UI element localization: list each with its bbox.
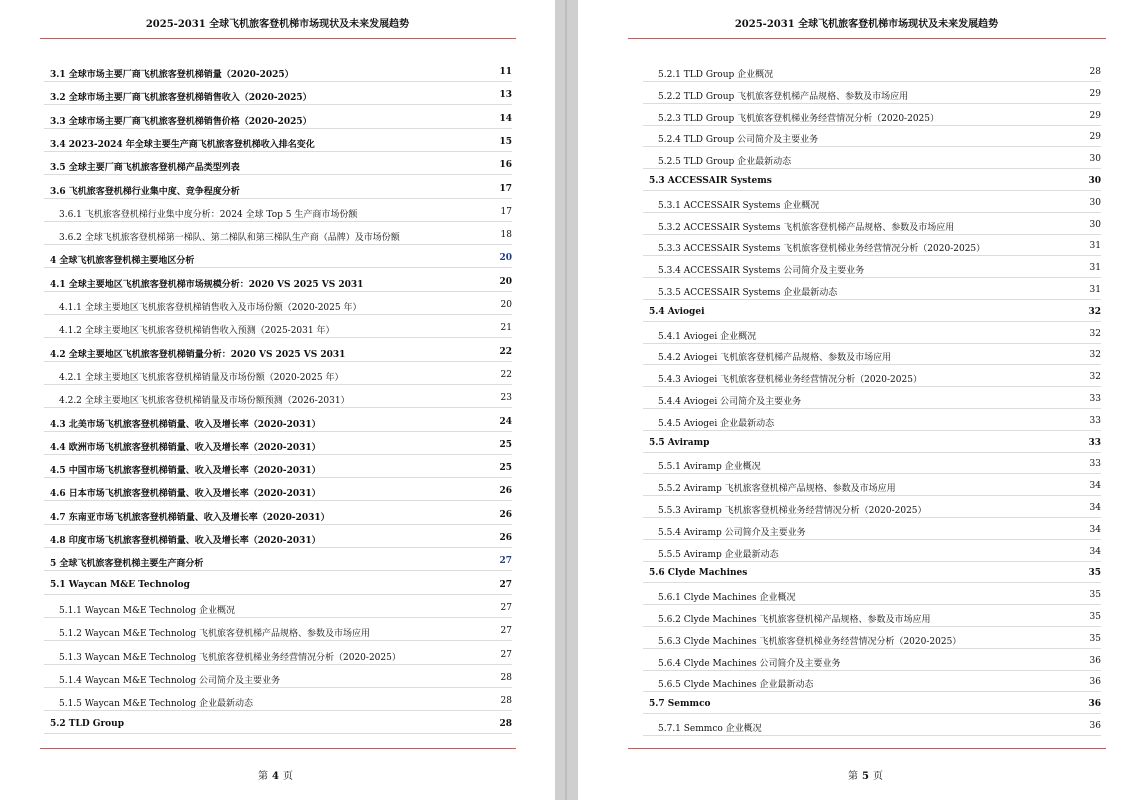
- toc-entry-title: 5.6.2 Clyde Machines 飞机旅客登机梯产品规格、参数及市场应用: [658, 615, 931, 625]
- toc-entry[interactable]: [658, 481, 1101, 494]
- toc-entry-underline: [44, 384, 512, 385]
- toc-entry-underline: [643, 408, 1101, 409]
- toc-entry-page-number: 29: [1089, 88, 1101, 99]
- toc-entry[interactable]: [658, 285, 1101, 298]
- toc-entry-page-number: 11: [499, 67, 512, 77]
- toc-entry[interactable]: [50, 510, 512, 523]
- toc-entry[interactable]: [658, 198, 1101, 211]
- toc-entry-title: 5.2.2 TLD Group 飞机旅客登机梯产品规格、参数及市场应用: [658, 91, 909, 102]
- toc-entry[interactable]: [59, 603, 512, 616]
- header-rule: [628, 38, 1106, 39]
- toc-entry[interactable]: [658, 241, 1101, 254]
- toc-entry-title: 5.3 ACCESSAIR Systems: [649, 176, 772, 186]
- toc-entry[interactable]: [658, 459, 1101, 472]
- toc-entry-title: 5.3.5 ACCESSAIR Systems 企业最新动态: [658, 288, 838, 298]
- toc-entry-title: 5.3.2 ACCESSAIR Systems 飞机旅客登机梯产品规格、参数及市场应用: [658, 222, 955, 233]
- toc-entry-underline: [643, 604, 1101, 605]
- toc-entry-underline: [643, 364, 1101, 365]
- toc-entry-underline: [643, 626, 1101, 627]
- toc-entry-title: 5.6 Clyde Machines: [649, 568, 748, 579]
- toc-entry-underline: [44, 81, 512, 82]
- header-rule: [40, 38, 516, 39]
- toc-entry-underline: [643, 190, 1101, 191]
- toc-entry-underline: [44, 524, 512, 525]
- toc-entry[interactable]: [658, 89, 1101, 102]
- toc-entry-title: 4.3 北美市场飞机旅客登机梯销量、收入及增长率（2020-2031）: [50, 419, 321, 430]
- toc-entry-underline: [643, 212, 1101, 213]
- toc-entry-page-number: 34: [1089, 503, 1101, 513]
- toc-entry-title: 5.4.2 Aviogei 飞机旅客登机梯产品规格、参数及市场应用: [658, 353, 892, 364]
- document-page-5: [578, 0, 1145, 800]
- page-footer: [258, 767, 293, 782]
- toc-entry[interactable]: [50, 114, 512, 127]
- toc-entry-page-number: 35: [1088, 568, 1101, 579]
- toc-entry[interactable]: [50, 347, 512, 360]
- toc-entry-underline: [643, 81, 1101, 82]
- toc-entry-underline: [44, 198, 512, 199]
- toc-entry-page-number: 32: [1089, 372, 1101, 383]
- toc-entry-underline: [44, 477, 512, 478]
- toc-entry[interactable]: [59, 300, 512, 313]
- toc-entry-underline: [44, 664, 512, 665]
- toc-entry-underline: [44, 733, 512, 734]
- footer-suffix: 页: [872, 771, 883, 782]
- footer-rule: [628, 748, 1106, 749]
- toc-entry-title: 4.2.2 全球主要地区飞机旅客登机梯销量及市场份额预测（2026-2031）: [59, 396, 350, 407]
- toc-entry-title: 4.2.1 全球主要地区飞机旅客登机梯销量及市场份额（2020-2025 年）: [59, 372, 344, 383]
- toc-entry-underline: [643, 234, 1101, 235]
- toc-entry-underline: [44, 407, 512, 408]
- toc-entry-page-number: 27: [499, 556, 512, 567]
- toc-entry-title: 4.1.2 全球主要地区飞机旅客登机梯销售收入预测（2025-2031 年）: [59, 326, 335, 337]
- toc-entry[interactable]: [50, 184, 512, 197]
- toc-entry-underline: [44, 151, 512, 152]
- toc-entry-underline: [44, 500, 512, 501]
- toc-entry-title: 5 全球飞机旅客登机梯主要生产商分析: [50, 559, 204, 570]
- toc-entry[interactable]: [658, 677, 1101, 690]
- page-header-title: 2025-2031 全球飞机旅客登机梯市场现状及未来发展趋势: [145, 19, 410, 30]
- toc-entry-underline: [643, 430, 1101, 431]
- toc-entry[interactable]: [50, 486, 512, 499]
- toc-entry-title: 5.5.5 Aviramp 企业最新动态: [658, 549, 779, 560]
- toc-entry-title: 5.3.3 ACCESSAIR Systems 飞机旅客登机梯业务经营情况分析（2020-2025）: [658, 244, 986, 255]
- toc-entry-page-number: 36: [1089, 721, 1101, 731]
- toc-entry[interactable]: [50, 137, 512, 150]
- toc-entry[interactable]: [658, 525, 1101, 538]
- toc-entry-title: 5.1.1 Waycan M&E Technolog 企业概况: [59, 605, 236, 616]
- toc-entry-page-number: 18: [500, 230, 512, 241]
- toc-entry-title: 5.6.5 Clyde Machines 企业最新动态: [658, 680, 814, 691]
- toc-entry-underline: [44, 570, 512, 571]
- toc-entry-underline: [643, 452, 1101, 453]
- toc-entry-page-number: 17: [500, 206, 512, 217]
- toc-entry-page-number: 26: [499, 533, 512, 543]
- toc-entry[interactable]: [59, 650, 512, 663]
- toc-entry-page-number: 30: [1089, 197, 1101, 208]
- toc-entry-title: 5.6.1 Clyde Machines 企业概况: [658, 593, 796, 604]
- toc-entry-underline: [44, 454, 512, 455]
- toc-entry-page-number: 21: [500, 323, 512, 334]
- toc-entry-title: 5.1 Waycan M&E Technolog: [50, 579, 190, 590]
- toc-entry-page-number: 31: [1089, 263, 1101, 274]
- toc-entry-title: 5.3.1 ACCESSAIR Systems 企业概况: [658, 200, 820, 211]
- toc-entry-underline: [643, 670, 1101, 671]
- page-divider: [565, 0, 567, 800]
- toc-entry-page-number: 35: [1089, 612, 1101, 622]
- toc-entry[interactable]: [50, 90, 512, 103]
- toc-entry-page-number: 31: [1089, 285, 1101, 295]
- document-page-4: [0, 0, 555, 800]
- toc-entry-page-number: 23: [500, 393, 512, 404]
- toc-entry-page-number: 22: [499, 346, 512, 357]
- toc-entry-underline: [44, 640, 512, 641]
- toc-entry-underline: [643, 648, 1101, 649]
- toc-entry-title: 3.6 飞机旅客登机梯行业集中度、竞争程度分析: [50, 186, 240, 197]
- toc-entry[interactable]: [50, 160, 512, 173]
- toc-entry[interactable]: [50, 719, 512, 729]
- toc-entry[interactable]: [658, 350, 1101, 363]
- toc-entry[interactable]: [658, 656, 1101, 669]
- toc-entry-page-number: 36: [1089, 655, 1101, 666]
- toc-entry-page-number: 36: [1088, 699, 1101, 710]
- toc-entry-title: 3.4 2023-2024 年全球主要生产商飞机旅客登机梯收入排名变化: [50, 139, 315, 150]
- toc-entry-title: 5.5.3 Aviramp 飞机旅客登机梯业务经营情况分析（2020-2025）: [658, 506, 927, 516]
- toc-entry-page-number: 34: [1089, 481, 1101, 492]
- toc-entry[interactable]: [59, 370, 512, 383]
- toc-entry[interactable]: [658, 329, 1101, 342]
- toc-entry-page-number: 36: [1089, 677, 1101, 688]
- toc-entry-title: 3.6.2 全球飞机旅客登机梯第一梯队、第二梯队和第三梯队生产商（品牌）及市场份额: [59, 233, 400, 244]
- toc-entry[interactable]: [50, 253, 512, 266]
- footer-prefix: 第: [848, 771, 858, 782]
- toc-entry-underline: [44, 710, 512, 711]
- toc-entry[interactable]: [649, 568, 1101, 578]
- toc-entry-title: 5.1.2 Waycan M&E Technolog 飞机旅客登机梯产品规格、参数及市场应用: [59, 629, 371, 640]
- toc-entry-title: 4.4 欧洲市场飞机旅客登机梯销量、收入及增长率（2020-2031）: [50, 442, 321, 453]
- toc-entry-page-number: 30: [1089, 219, 1101, 230]
- toc-entry-underline: [643, 517, 1101, 518]
- footer-suffix: 页: [282, 771, 293, 782]
- toc-entry[interactable]: [59, 673, 512, 686]
- toc-entry-page-number: 35: [1089, 633, 1101, 644]
- toc-entry-underline: [44, 128, 512, 129]
- toc-entry-underline: [643, 168, 1101, 169]
- toc-entry-underline: [643, 495, 1101, 496]
- toc-entry-page-number: 29: [1089, 110, 1101, 121]
- toc-entry-page-number: 26: [499, 509, 512, 520]
- toc-entry-title: 5.5.4 Aviramp 公司简介及主要业务: [658, 527, 806, 538]
- toc-entry[interactable]: [649, 699, 1101, 709]
- footer-rule: [40, 748, 516, 749]
- toc-entry-title: 5.2.4 TLD Group 公司简介及主要业务: [658, 135, 819, 146]
- toc-entry[interactable]: [50, 556, 512, 569]
- toc-entry-page-number: 25: [499, 439, 512, 450]
- toc-entry-page-number: 29: [1089, 132, 1101, 143]
- toc-entry-page-number: 33: [1088, 437, 1101, 448]
- page-footer: [848, 767, 883, 782]
- toc-entry-underline: [643, 691, 1101, 692]
- toc-entry-underline: [44, 291, 512, 292]
- toc-entry-title: 5.5 Aviramp: [649, 437, 710, 448]
- toc-entry[interactable]: [50, 463, 512, 476]
- toc-entry[interactable]: [658, 111, 1101, 124]
- toc-entry-title: 3.1 全球市场主要厂商飞机旅客登机梯销量（2020-2025）: [50, 70, 294, 80]
- toc-entry-title: 3.3 全球市场主要厂商飞机旅客登机梯销售价格（2020-2025）: [50, 116, 312, 127]
- toc-entry-page-number: 25: [499, 463, 512, 474]
- toc-entry-page-number: 24: [499, 416, 512, 427]
- toc-entry-underline: [44, 267, 512, 268]
- toc-entry-title: 4.5 中国市场飞机旅客登机梯销量、收入及增长率（2020-2031）: [50, 466, 321, 477]
- toc-entry[interactable]: [50, 533, 512, 546]
- toc-entry-page-number: 34: [1089, 546, 1101, 557]
- toc-entry-underline: [643, 103, 1101, 104]
- toc-entry[interactable]: [658, 154, 1101, 167]
- toc-entry-title: 3.2 全球市场主要厂商飞机旅客登机梯销售收入（2020-2025）: [50, 93, 312, 104]
- toc-entry[interactable]: [59, 207, 512, 220]
- toc-entry[interactable]: [658, 67, 1101, 80]
- toc-entry-page-number: 27: [500, 602, 512, 613]
- toc-entry-underline: [643, 321, 1101, 322]
- toc-entry-title: 4.1 全球主要地区飞机旅客登机梯市场规模分析：2020 VS 2025 VS 2031: [50, 279, 364, 290]
- toc-entry[interactable]: [658, 372, 1101, 385]
- page-header-title: 2025-2031 全球飞机旅客登机梯市场现状及未来发展趋势: [734, 19, 999, 30]
- toc-entry[interactable]: [59, 230, 512, 243]
- toc-entry-underline: [643, 539, 1101, 540]
- toc-entry-page-number: 32: [1089, 328, 1101, 339]
- toc-entry-title: 5.4.5 Aviogei 企业最新动态: [658, 418, 775, 429]
- toc-entry[interactable]: [658, 220, 1101, 233]
- toc-entry-underline: [643, 343, 1101, 344]
- toc-entry-underline: [643, 146, 1101, 147]
- toc-entry[interactable]: [658, 263, 1101, 276]
- toc-entry-page-number: 20: [500, 300, 512, 310]
- toc-entry-title: 4.6 日本市场飞机旅客登机梯销量、收入及增长率（2020-2031）: [50, 489, 321, 500]
- toc-entry[interactable]: [658, 503, 1101, 516]
- toc-entry[interactable]: [658, 590, 1101, 603]
- toc-entry-page-number: 34: [1089, 524, 1101, 535]
- toc-entry[interactable]: [658, 634, 1101, 647]
- toc-entry-underline: [44, 594, 512, 595]
- toc-entry-title: 5.1.4 Waycan M&E Technolog 公司简介及主要业务: [59, 675, 281, 686]
- toc-entry[interactable]: [50, 417, 512, 430]
- toc-entry-title: 5.5.2 Aviramp 飞机旅客登机梯产品规格、参数及市场应用: [658, 484, 896, 495]
- toc-entry[interactable]: [59, 393, 512, 406]
- toc-entry-page-number: 26: [499, 486, 512, 497]
- toc-entry[interactable]: [658, 132, 1101, 145]
- toc-entry-title: 4.1.1 全球主要地区飞机旅客登机梯销售收入及市场份额（2020-2025 年）: [59, 303, 362, 313]
- toc-entry-page-number: 28: [1089, 67, 1101, 77]
- toc-entry-title: 5.3.4 ACCESSAIR Systems 公司简介及主要业务: [658, 266, 865, 277]
- toc-entry-underline: [44, 337, 512, 338]
- toc-entry-page-number: 13: [499, 90, 512, 101]
- toc-entry[interactable]: [649, 438, 1101, 448]
- toc-entry-page-number: 15: [499, 136, 512, 147]
- toc-entry[interactable]: [649, 176, 1101, 186]
- toc-entry-title: 5.5.1 Aviramp 企业概况: [658, 462, 761, 473]
- toc-entry[interactable]: [50, 440, 512, 453]
- toc-entry[interactable]: [50, 580, 512, 590]
- toc-entry-underline: [44, 431, 512, 432]
- toc-entry-page-number: 30: [1088, 176, 1101, 186]
- toc-entry[interactable]: [658, 612, 1101, 625]
- toc-entry-underline: [44, 617, 512, 618]
- toc-entry-underline: [44, 221, 512, 222]
- toc-entry-title: 5.2 TLD Group: [50, 719, 125, 730]
- toc-entry-title: 5.7.1 Semmco 企业概况: [658, 724, 762, 734]
- toc-entry-page-number: 28: [500, 672, 512, 683]
- footer-prefix: 第: [258, 771, 268, 782]
- toc-entry-page-number: 20: [499, 253, 512, 264]
- toc-entry-page-number: 16: [499, 160, 512, 171]
- toc-entry-title: 5.4 Aviogei: [649, 306, 705, 317]
- toc-entry-underline: [44, 361, 512, 362]
- toc-entry-underline: [643, 713, 1101, 714]
- toc-entry[interactable]: [50, 277, 512, 290]
- toc-entry-page-number: 30: [1089, 154, 1101, 165]
- toc-entry-underline: [44, 314, 512, 315]
- toc-entry-page-number: 32: [1089, 350, 1101, 361]
- toc-entry-title: 5.1.3 Waycan M&E Technolog 飞机旅客登机梯业务经营情况分析（2020-2025）: [59, 652, 401, 663]
- toc-entry-underline: [44, 244, 512, 245]
- toc-entry-title: 5.2.1 TLD Group 企业概况: [658, 70, 774, 80]
- toc-entry-title: 5.6.4 Clyde Machines 公司简介及主要业务: [658, 658, 841, 669]
- toc-entry-title: 5.4.1 Aviogei 企业概况: [658, 331, 757, 342]
- toc-entry[interactable]: [50, 67, 512, 80]
- toc-entry-page-number: 31: [1089, 241, 1101, 252]
- toc-entry-title: 4.8 印度市场飞机旅客登机梯销量、收入及增长率（2020-2031）: [50, 536, 321, 546]
- toc-entry[interactable]: [658, 547, 1101, 560]
- toc-entry-title: 5.7 Semmco: [649, 699, 711, 710]
- toc-entry-underline: [643, 255, 1101, 256]
- toc-entry-title: 5.4.3 Aviogei 飞机旅客登机梯业务经营情况分析（2020-2025）: [658, 375, 922, 386]
- toc-entry-page-number: 33: [1089, 415, 1101, 426]
- toc-entry-underline: [643, 473, 1101, 474]
- toc-entry[interactable]: [649, 307, 1101, 317]
- toc-entry-page-number: 20: [499, 276, 512, 287]
- toc-entry-page-number: 27: [500, 626, 512, 637]
- toc-entry-page-number: 35: [1089, 590, 1101, 601]
- toc-entry-underline: [643, 299, 1101, 300]
- toc-entry-underline: [44, 104, 512, 105]
- toc-entry-page-number: 14: [499, 113, 512, 124]
- toc-entry-title: 5.2.3 TLD Group 飞机旅客登机梯业务经营情况分析（2020-2025）: [658, 113, 939, 124]
- toc-entry-underline: [643, 386, 1101, 387]
- toc-entry-title: 4.7 东南亚市场飞机旅客登机梯销量、收入及增长率（2020-2031）: [50, 512, 330, 523]
- toc-entry-underline: [44, 174, 512, 175]
- toc-entry-title: 5.1.5 Waycan M&E Technolog 企业最新动态: [59, 699, 254, 710]
- toc-entry-page-number: 28: [500, 696, 512, 707]
- toc-entry-underline: [643, 561, 1101, 562]
- toc-entry-page-number: 27: [499, 579, 512, 590]
- toc-entry-page-number: 17: [499, 183, 512, 194]
- footer-page-number: 5: [862, 771, 869, 782]
- toc-entry-underline: [643, 277, 1101, 278]
- toc-entry-title: 4 全球飞机旅客登机梯主要地区分析: [50, 256, 195, 267]
- toc-entry[interactable]: [658, 416, 1101, 429]
- toc-entry[interactable]: [658, 721, 1101, 734]
- toc-entry-page-number: 33: [1089, 394, 1101, 404]
- toc-entry-title: 5.4.4 Aviogei 公司简介及主要业务: [658, 397, 802, 407]
- toc-entry-underline: [643, 125, 1101, 126]
- toc-entry[interactable]: [59, 626, 512, 639]
- toc-entry-page-number: 33: [1089, 459, 1101, 470]
- toc-entry-underline: [643, 582, 1101, 583]
- toc-entry-underline: [643, 735, 1101, 736]
- toc-entry[interactable]: [658, 394, 1101, 407]
- toc-entry-page-number: 32: [1088, 306, 1101, 317]
- toc-entry-page-number: 27: [500, 649, 512, 660]
- toc-entry-title: 3.6.1 飞机旅客登机梯行业集中度分析：2024 全球 Top 5 生产商市场份额: [59, 209, 358, 220]
- toc-entry-title: 5.2.5 TLD Group 企业最新动态: [658, 157, 792, 168]
- footer-page-number: 4: [272, 771, 279, 782]
- toc-entry[interactable]: [59, 323, 512, 336]
- toc-entry-page-number: 28: [499, 719, 512, 730]
- toc-entry[interactable]: [59, 696, 512, 709]
- toc-entry-title: 3.5 全球主要厂商飞机旅客登机梯产品类型列表: [50, 163, 240, 174]
- toc-entry-page-number: 22: [500, 369, 512, 380]
- toc-entry-title: 5.6.3 Clyde Machines 飞机旅客登机梯业务经营情况分析（2020-2025）: [658, 636, 962, 647]
- toc-entry-underline: [44, 547, 512, 548]
- toc-entry-underline: [44, 687, 512, 688]
- toc-entry-title: 4.2 全球主要地区飞机旅客登机梯销量分析：2020 VS 2025 VS 2031: [50, 349, 346, 360]
